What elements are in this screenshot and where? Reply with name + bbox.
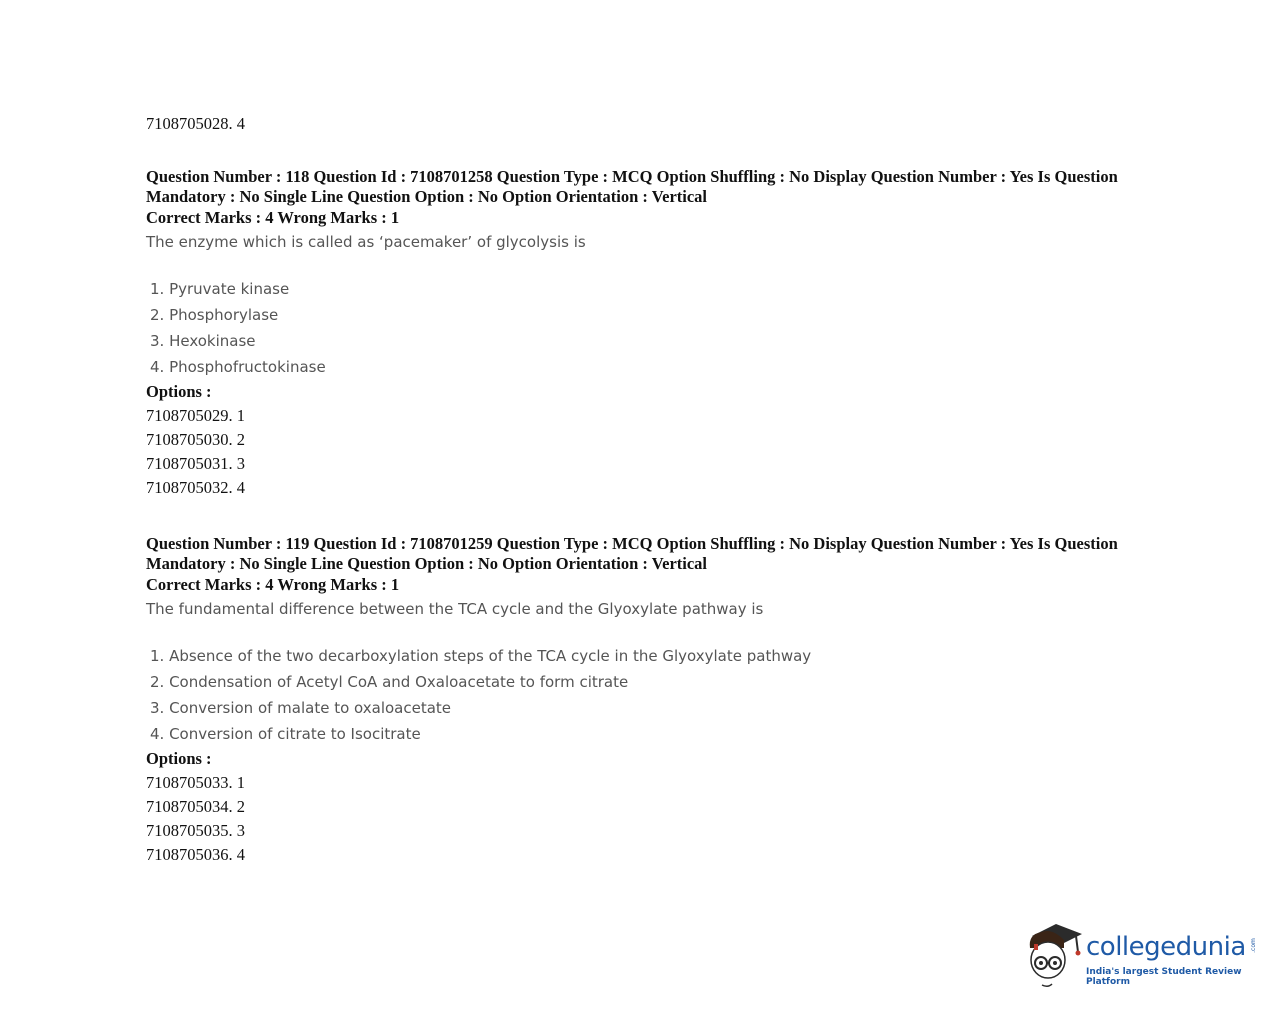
question-marks: Correct Marks : 4 Wrong Marks : 1 bbox=[146, 575, 400, 594]
option-id-line: 7108705036. 4 bbox=[146, 845, 245, 864]
option-id-line: 7108705030. 2 bbox=[146, 430, 245, 449]
option-id-line: 7108705029. 1 bbox=[146, 406, 245, 425]
option-id-line: 7108705035. 3 bbox=[146, 821, 245, 840]
answer-choice: 1. Absence of the two decarboxylation steps of the TCA cycle in the Glyoxylate pathway bbox=[150, 647, 812, 665]
option-id-line: 7108705034. 2 bbox=[146, 797, 245, 816]
question-text: The enzyme which is called as ‘pacemaker’ of glycolysis is bbox=[146, 233, 586, 251]
answer-choice: 3. Hexokinase bbox=[150, 332, 256, 350]
logo-wordmark: collegedunia bbox=[1086, 932, 1246, 962]
question-text: The fundamental difference between the TCA cycle and the Glyoxylate pathway is bbox=[146, 600, 764, 618]
answer-choice: 4. Conversion of citrate to Isocitrate bbox=[150, 725, 421, 743]
options-label: Options : bbox=[146, 749, 212, 768]
answer-choice: 2. Condensation of Acetyl CoA and Oxaloacetate to form citrate bbox=[150, 673, 629, 691]
answer-choices bbox=[150, 276, 1136, 380]
answer-choice: 3. Conversion of malate to oxaloacetate bbox=[150, 699, 452, 717]
option-id-line: 7108705031. 3 bbox=[146, 454, 245, 473]
option-id-line: 7108705032. 4 bbox=[146, 478, 245, 497]
question-119 bbox=[146, 534, 1136, 867]
answer-choice: 2. Phosphorylase bbox=[150, 306, 279, 324]
question-header: Question Number : 119 Question Id : 7108701259 Question Type : MCQ Option Shuffling : No Display Question Number : Yes Is Question Mandatory : No Single Line Question Option : No Option Orientation : Vertical bbox=[146, 534, 1118, 573]
answer-choice: 4. Phosphofructokinase bbox=[150, 358, 326, 376]
question-118 bbox=[146, 167, 1136, 500]
answer-choices bbox=[150, 643, 1136, 747]
previous-option-line: 7108705028. 4 bbox=[146, 114, 245, 133]
collegedunia-logo bbox=[1024, 918, 1264, 990]
question-header: Question Number : 118 Question Id : 7108701258 Question Type : MCQ Option Shuffling : No Display Question Number : Yes Is Question Mandatory : No Single Line Question Option : No Option Orientation : Vertical bbox=[146, 167, 1118, 206]
student-mascot-icon bbox=[1024, 918, 1086, 990]
logo-suffix: .com bbox=[1249, 938, 1257, 953]
logo-tagline: India's largest Student Review Platform bbox=[1086, 967, 1242, 987]
answer-choice: 1. Pyruvate kinase bbox=[150, 280, 290, 298]
options-label: Options : bbox=[146, 382, 212, 401]
question-marks: Correct Marks : 4 Wrong Marks : 1 bbox=[146, 208, 400, 227]
option-id-line: 7108705033. 1 bbox=[146, 773, 245, 792]
